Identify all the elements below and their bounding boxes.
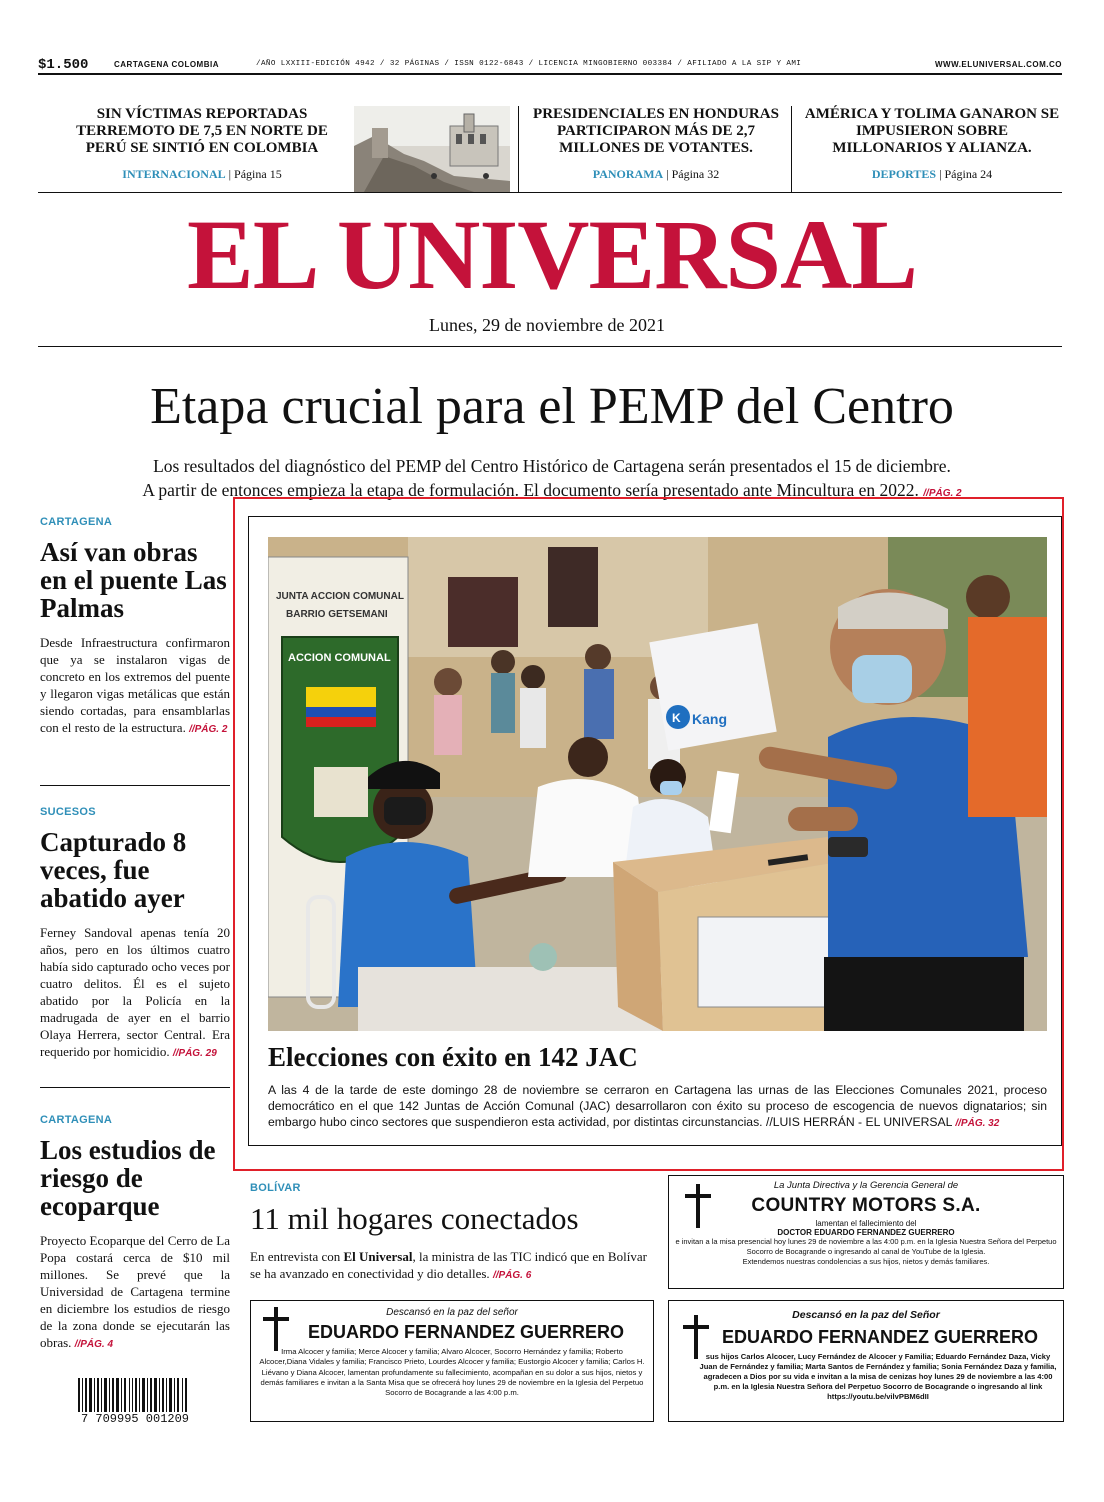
teaser-international[interactable]	[66, 106, 338, 182]
sidebar-divider	[40, 785, 230, 786]
sidebar-divider	[40, 1087, 230, 1088]
website[interactable]: WWW.ELUNIVERSAL.COM.CO	[935, 60, 1062, 69]
lead-deck-line1: Los resultados del diagnóstico del PEMP del Centro Histórico de Cartagena serán presentados el 15 de diciembre.	[153, 456, 951, 476]
edition-info: /AÑO LXXIII-EDICIÓN 4942 / 32 PÁGINAS / ISSN 0122-6843 / LICENCIA MINGOBIERNO 003384 / AFILIADO A LA SIP Y AMI	[256, 60, 802, 68]
bolivar-story[interactable]	[250, 1182, 654, 1284]
story-kicker: BOLÍVAR	[250, 1182, 301, 1194]
obit-text: sus hijos Carlos Alcocer, Lucy Fernández de Alcocer y Familia; Eduardo Fernández Daza, Vicky Juan de Fernández y familia; Marta Santos de Fernández y familia; Sonia Fernández Daza y familia, agradecen a Dios por su vida e invitan a la misa de cenizas hoy lunes 29 de noviembre a las 4:00 p.m. en la Iglesia Nuestra Señora del Perpetuo Socorro de Bocagrande o ingresando al link https://youtu.be/vilvPBM6dII	[699, 1352, 1057, 1401]
obit-company: COUNTRY MOTORS S.A.	[751, 1195, 981, 1216]
story-body: Proyecto Ecoparque del Cerro de La Popa costará cerca de $10 mil millones. Se prevé que la Universidad de Cartagena termine en diciembre los estudios de riesgo de la zona donde se ejecutarán las obras. //PÁG. 4	[40, 1233, 230, 1350]
obituary-country-motors	[668, 1175, 1064, 1289]
lead-deck-line2: A partir de entonces empieza la etapa de formulación. El documento sería presentado ante Mincultura en 2022. //PÁG. 2	[142, 480, 962, 500]
masthead-date: Lunes, 29 de noviembre de 2021	[429, 315, 665, 335]
obit-text: Irma Alcocer y familia; Merce Alcocer y familia; Alvaro Alcocer, Socorro Hernández y familia; Roberto Alcocer,Diana Vidales y familia; Francisco Prieto, Lourdes Alcocer y familia; Eustorgio Alcocer y familia; Carlos H. Liévano y Diana Alcocer, lamentan profundamente su fallecimiento, acompañan en su dolor a sus hijos, nietos y demás familiares e invitan a la Santa Misa que se ofrecerá hoy lunes 29 de noviembre en la Iglesia del Perpetuo Socorro de Bocagrande a las 4:00 p.m.	[259, 1347, 645, 1398]
teaser-section: DEPORTES | Página 24	[871, 167, 993, 181]
teaser-divider	[791, 106, 792, 192]
obit-line3: Extendemos nuestras condolencias a sus hijos, nietos y demás familiares.	[742, 1257, 990, 1266]
masthead-rule	[38, 346, 1062, 347]
price: $1.500	[38, 57, 89, 73]
story-body: Desde Infraestructura confirmaron que ya se instalaron vigas de concreto en los extremos del puente y llegaron vigas metálicas que están siendo cortadas, para ensamblarlas con el resto de la estructura. //PÁG. 2	[40, 635, 230, 735]
election-photo[interactable]	[268, 537, 1047, 1031]
cross-icon	[259, 1307, 293, 1351]
teaser-headline: PRESIDENCIALES EN HONDURAS PARTICIPARON MÁS DE 2,7 MILLONES DE VOTANTES.	[533, 106, 779, 156]
photo-page-ref[interactable]: //PÁG. 32	[955, 1118, 1000, 1129]
obit-line1: lamentan el fallecimiento del	[815, 1219, 917, 1228]
lead-headline[interactable]: Etapa crucial para el PEMP del Centro	[150, 378, 954, 435]
obituary-right	[668, 1300, 1064, 1422]
box-logo: Kang	[692, 711, 727, 727]
earthquake-photo	[354, 106, 510, 192]
teaser-section: PANORAMA | Página 32	[592, 167, 720, 181]
lead-page-ref[interactable]: //PÁG. 2	[923, 488, 962, 499]
banner-line2: BARRIO GETSEMANI	[286, 609, 388, 620]
sidebar-story-capturado[interactable]	[40, 806, 230, 1062]
svg-text:K: K	[672, 711, 681, 725]
story-headline: 11 mil hogares conectados	[250, 1201, 579, 1236]
teaser-bottom-rule	[38, 192, 1062, 193]
obit-doctor: DOCTOR EDUARDO FERNANDEZ GUERRERO	[777, 1228, 955, 1237]
teaser-panorama[interactable]	[526, 106, 786, 182]
cross-icon	[679, 1315, 713, 1359]
obit-line2: e invitan a la misa presencial hoy lunes 29 de noviembre a las 4:00 p.m. en la Iglesia Nuestra Señora del Perpetuo Socorro de Bocagrande o ingresando al canal de YouTube de la Iglesia.	[675, 1237, 1057, 1256]
obituary-left	[250, 1300, 654, 1422]
obit-intro: Descansó en la paz del Señor	[792, 1309, 940, 1321]
photo-credit: //LUIS HERRÁN - EL UNIVERSAL	[765, 1115, 952, 1129]
obit-intro: Descansó en la paz del señor	[386, 1307, 518, 1318]
city: CARTAGENA COLOMBIA	[114, 60, 219, 69]
sidebar-story-ecoparque[interactable]	[40, 1114, 230, 1353]
story-kicker: SUCESOS	[40, 806, 96, 818]
teaser-divider	[518, 106, 519, 192]
photo-story-caption: A las 4 de la tarde de este domingo 28 de noviembre se cerraron en Cartagena las urnas de las Elecciones Comunales 2021, proceso democrático en el que 142 Juntas de Acción Comunal (JAC) desarrollaron con éxito su proceso de escogencia de nuevos dignatarios; sin embargo hubo cinco sectores que suspendieron esta actividad, por distintas circunstancias. //LUIS HERRÁN - EL UNIVERSAL //PÁG. 32	[268, 1083, 1047, 1129]
teaser-deportes[interactable]	[800, 106, 1064, 182]
masthead-title: EL UNIVERSAL	[187, 199, 917, 310]
story-body: En entrevista con El Universal, la ministra de las TIC indicó que en Bolívar se ha avanzado en conectividad y dio detalles. //PÁG. 6	[250, 1249, 647, 1281]
top-rule	[38, 73, 1062, 75]
story-kicker: CARTAGENA	[40, 516, 113, 528]
photo-story-headline[interactable]: Elecciones con éxito en 142 JAC	[268, 1042, 638, 1072]
story-headline: Así van obras en el puente Las Palmas	[40, 537, 227, 623]
story-kicker: CARTAGENA	[40, 1114, 113, 1126]
teaser-section: INTERNACIONAL | Página 15	[122, 167, 282, 181]
obit-name: EDUARDO FERNANDEZ GUERRERO	[307, 1322, 624, 1342]
teaser-headline: AMÉRICA Y TOLIMA GANARON SE IMPUSIERON SOBRE MILLONARIOS Y ALIANZA.	[804, 106, 1060, 156]
teaser-headline: SIN VÍCTIMAS REPORTADAS TERREMOTO DE 7,5 EN NORTE DE PERÚ SE SINTIÓ EN COLOMBIA	[76, 106, 328, 156]
story-body: Ferney Sandoval apenas tenía 20 años, pero en los últimos cuatro había sido capturado ocho veces por cuatro delitos. Él es el sujeto abatido por la Policía en la madrugada de ayer en el barrio Olaya Herrera, sector Central. Era requerido por homicidio. //PÁG. 29	[40, 925, 230, 1059]
obit-name: EDUARDO FERNANDEZ GUERRERO	[721, 1327, 1038, 1347]
story-headline: Los estudios de riesgo de ecoparque	[40, 1135, 216, 1221]
obit-intro: La Junta Directiva y la Gerencia General de	[773, 1180, 959, 1191]
barcode-number: 7 709995 001209	[70, 1412, 200, 1426]
banner-line1: JUNTA ACCION COMUNAL	[276, 591, 404, 602]
story-headline: Capturado 8 veces, fue abatido ayer	[40, 827, 187, 913]
sidebar-story-puente[interactable]	[40, 516, 230, 738]
banner-line3: ACCION COMUNAL	[288, 652, 391, 664]
cross-icon	[681, 1184, 715, 1228]
